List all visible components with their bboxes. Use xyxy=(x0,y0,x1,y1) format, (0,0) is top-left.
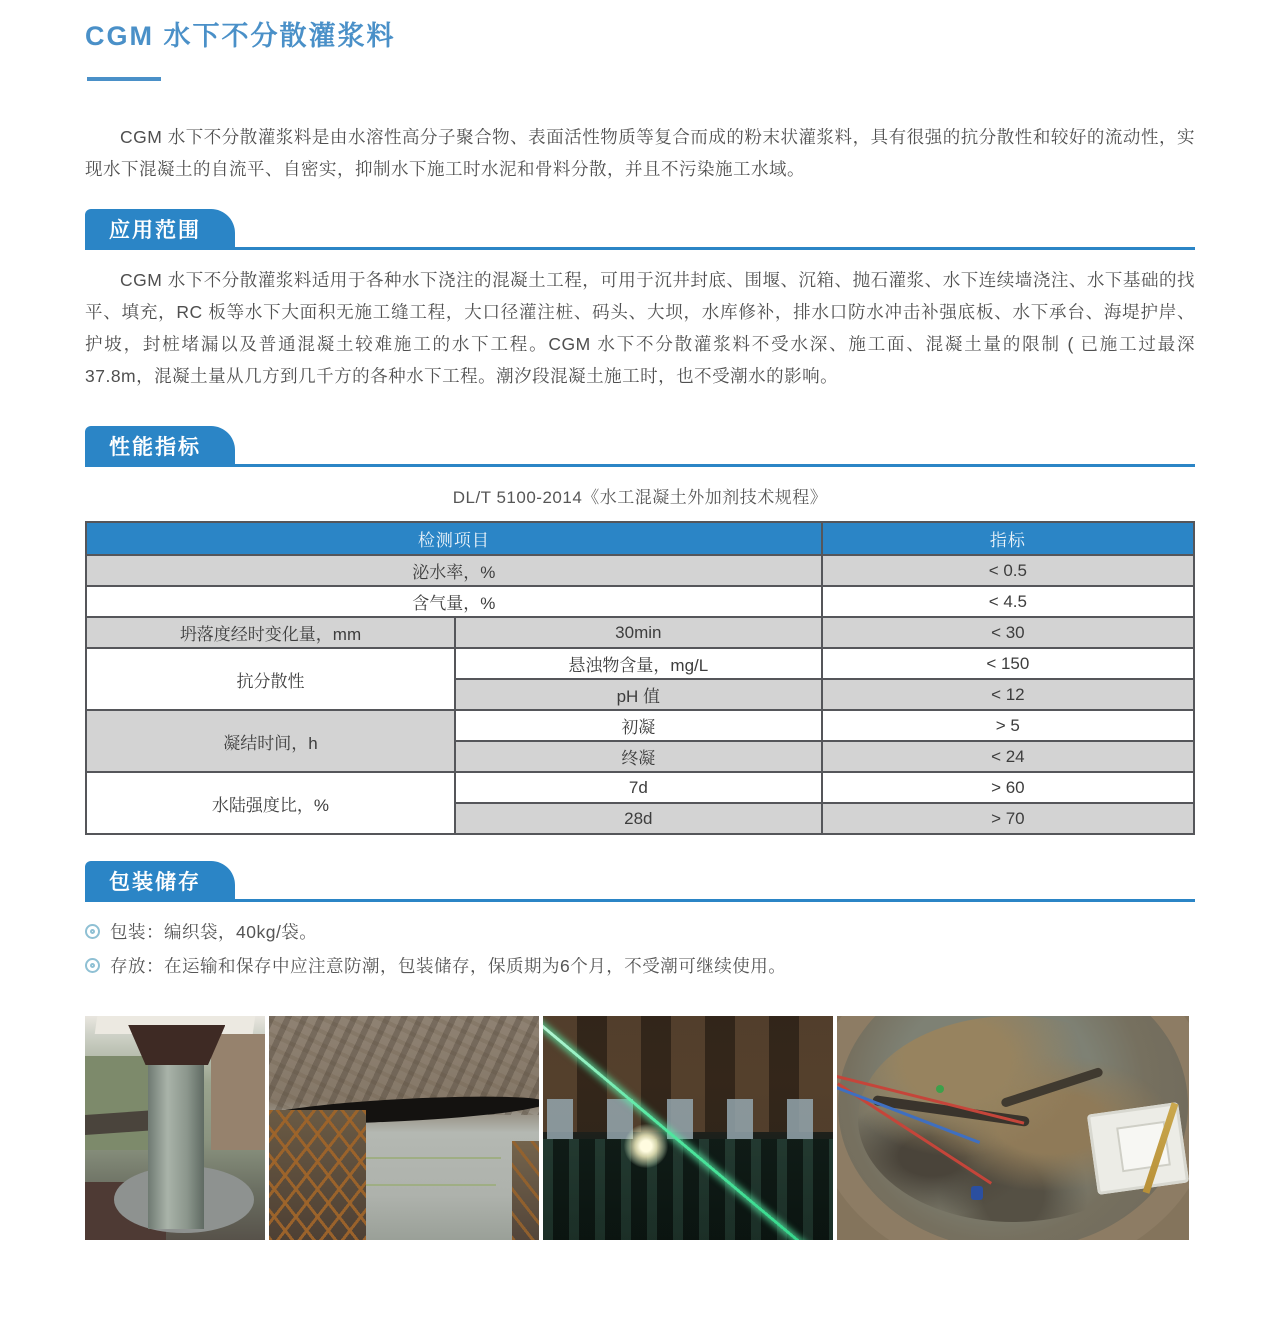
section-header-application xyxy=(85,213,1195,250)
table-row xyxy=(86,648,1194,679)
table-row xyxy=(86,617,1194,648)
cell-sub: 初凝 xyxy=(455,710,822,741)
bullseye-icon xyxy=(85,924,100,939)
section-header-packaging xyxy=(85,865,1195,902)
cell-sub: 终凝 xyxy=(455,741,822,772)
cell-item: 泌水率，% xyxy=(86,555,822,586)
performance-table xyxy=(85,521,1195,835)
packaging-bullet-list xyxy=(85,919,1195,978)
section-badge-packaging: 包装储存 xyxy=(85,861,235,902)
list-item xyxy=(85,919,1195,944)
photo-wall xyxy=(211,1034,265,1150)
bullet-text: 包装：编织袋，40kg/袋。 xyxy=(110,922,318,942)
cell-value: < 150 xyxy=(822,648,1194,679)
cell-item: 坍落度经时变化量，mm xyxy=(86,617,455,648)
photo-mesh-fence xyxy=(512,1141,539,1240)
section-rule xyxy=(85,464,1195,467)
cell-item: 抗分散性 xyxy=(86,648,455,710)
photo-pile-column xyxy=(148,1063,204,1229)
intro-paragraph: CGM 水下不分散灌浆料是由水溶性高分子聚合物、表面活性物质等复合而成的粉末状灌浆料，具有很强的抗分散性和较好的流动性，实现水下混凝土的自流平、自密实，抑制水下施工时水泥和骨料分散，并且不污染施工水域。 xyxy=(85,127,1195,179)
section-badge-application: 应用范围 xyxy=(85,209,235,250)
photo-green-marker xyxy=(936,1085,944,1093)
photo-mesh-fence xyxy=(269,1110,366,1240)
cell-value: < 4.5 xyxy=(822,586,1194,617)
table-row xyxy=(86,710,1194,741)
photo-dark-water xyxy=(543,1139,833,1240)
photo-pile-with-cap xyxy=(85,1016,265,1240)
cell-value: > 70 xyxy=(822,803,1194,834)
application-paragraph: CGM 水下不分散灌浆料适用于各种水下浇注的混凝土工程，可用于沉井封底、围堰、沉箱、抛石灌浆、水下连续墙浇注、水下基础的找平、填充，RC 板等水下大面积无施工缝工程，大口径灌注桩、码头、大坝，水库修补，排水口防水冲击补强底板、水下承台、海堤护岸、护坡，封桩堵漏以及普通混凝土较难施工的水下工程。CGM 水下不分散灌浆料不受水深、施工面、混凝土量的限制 ( 已施工过最深 37.8m，混凝土量从几方到几千方的各种水下工程。潮汐段混凝土施工时，也不受潮水的影响。 xyxy=(85,270,1195,386)
cell-item: 含气量，% xyxy=(86,586,822,617)
page-title: CGM 水下不分散灌浆料 xyxy=(85,21,396,51)
cell-sub: pH 值 xyxy=(455,679,822,710)
photo-pile-repair-closeup xyxy=(269,1016,539,1240)
table-row xyxy=(86,772,1194,803)
cell-sub: 7d xyxy=(455,772,822,803)
photo-caisson-excavation xyxy=(837,1016,1189,1240)
product-datasheet-page xyxy=(85,0,1195,1240)
title-underline xyxy=(87,77,161,81)
cell-sub: 30min xyxy=(455,617,822,648)
photo-blue-object xyxy=(971,1186,983,1200)
section-badge-performance: 性能指标 xyxy=(85,426,235,467)
cell-sub: 28d xyxy=(455,803,822,834)
cell-value: > 60 xyxy=(822,772,1194,803)
bullseye-icon xyxy=(85,958,100,973)
list-item xyxy=(85,953,1195,978)
cell-value: > 5 xyxy=(822,710,1194,741)
cell-value: < 12 xyxy=(822,679,1194,710)
column-header-index: 指标 xyxy=(822,522,1194,555)
cell-item: 凝结时间，h xyxy=(86,710,455,772)
cell-value: < 0.5 xyxy=(822,555,1194,586)
photo-work-light xyxy=(624,1124,668,1168)
table-header-row xyxy=(86,522,1194,555)
photo-underwater-piers-laser xyxy=(543,1016,833,1240)
cell-value: < 30 xyxy=(822,617,1194,648)
section-rule xyxy=(85,899,1195,902)
column-header-item: 检测项目 xyxy=(86,522,822,555)
table-row xyxy=(86,555,1194,586)
standard-caption: DL/T 5100-2014《水工混凝土外加剂技术规程》 xyxy=(452,488,828,507)
section-header-performance xyxy=(85,430,1195,467)
table-row xyxy=(86,586,1194,617)
bullet-text: 存放：在运输和保存中应注意防潮，包装储存，保质期为6个月，不受潮可继续使用。 xyxy=(110,956,787,976)
cell-value: < 24 xyxy=(822,741,1194,772)
cell-item: 水陆强度比，% xyxy=(86,772,455,834)
photo-strip xyxy=(85,1016,1195,1240)
section-rule xyxy=(85,247,1195,250)
cell-sub: 悬浊物含量，mg/L xyxy=(455,648,822,679)
